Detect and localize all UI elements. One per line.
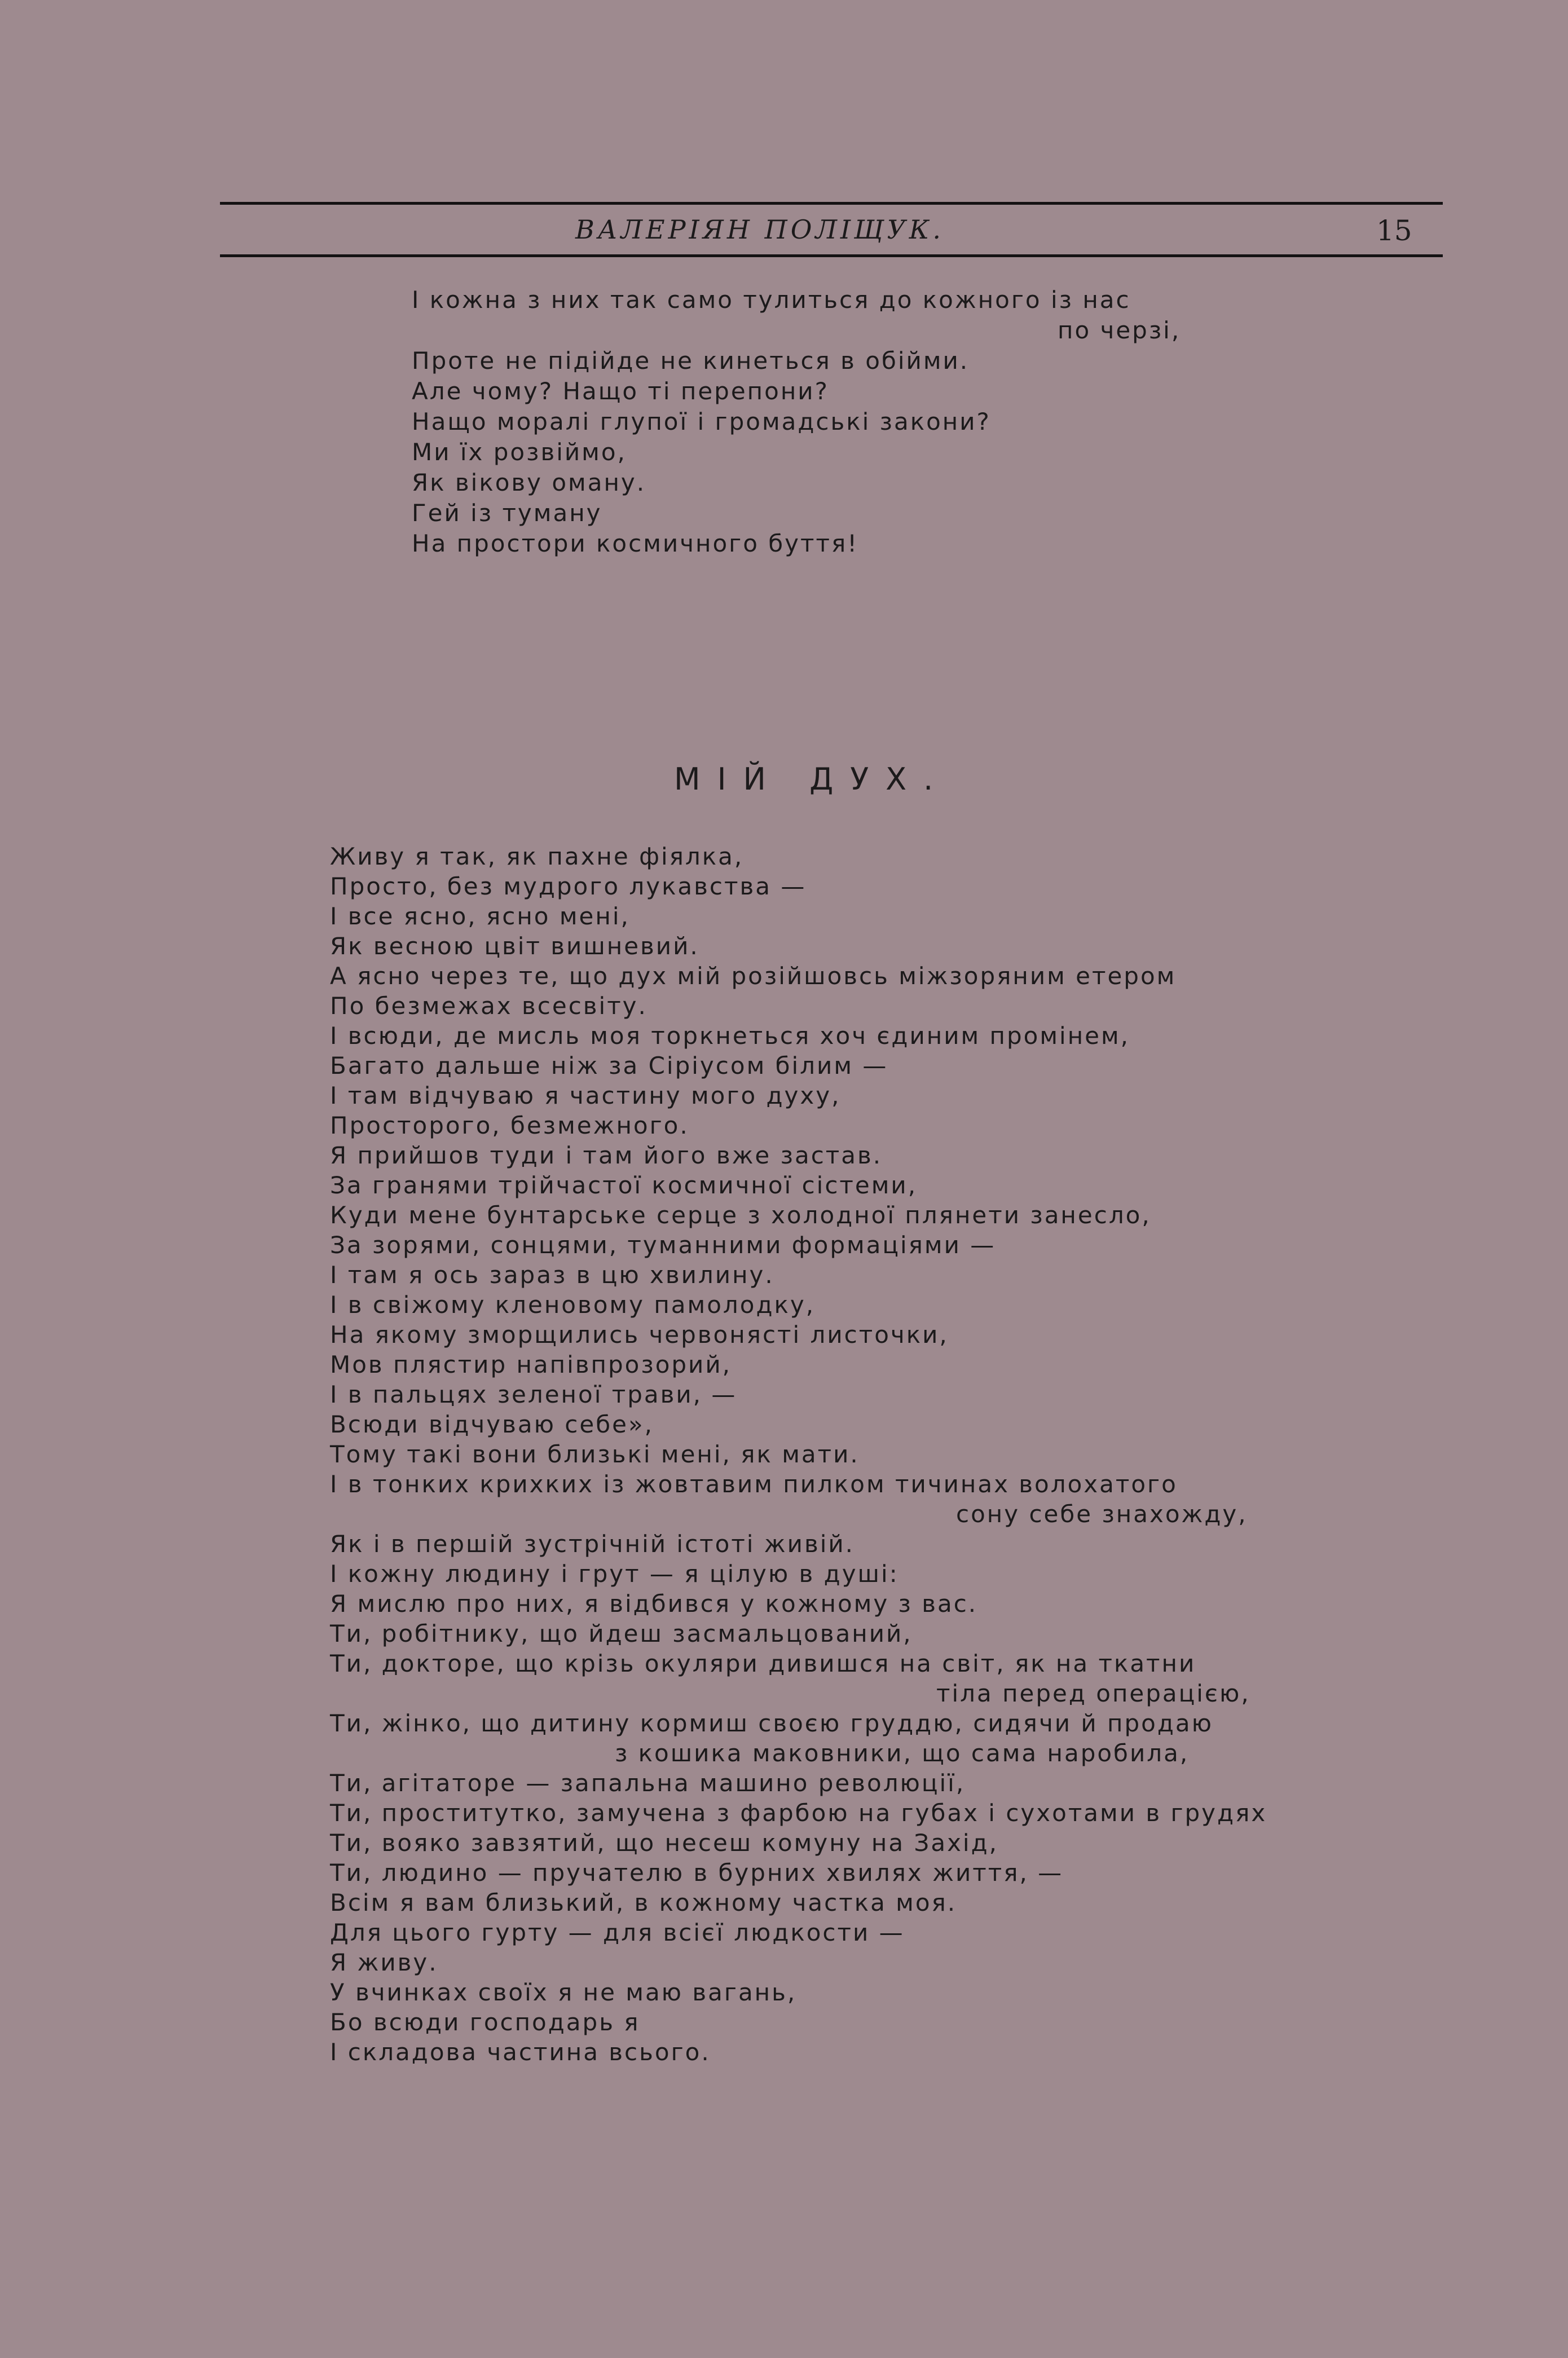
page-number: 15 [1376,214,1412,247]
poem-line: Як вікову оману. [412,469,646,496]
poem-line: Я прийшов туди і там його вже застав. [330,1141,883,1169]
poem-line: І все ясно, ясно мені, [330,902,630,930]
poem-line: Мов плястир напівпрозорий, [330,1351,732,1378]
poem-line: І в пальцях зеленої трави, — [330,1381,737,1408]
poem-line: І там відчуваю я частину мого духу, [330,1082,841,1109]
poem-line: І там я ось зараз в цю хвилину. [330,1261,774,1289]
poem-line: По безмежах всесвіту. [330,992,648,1020]
poem-line: Просто, без мудрого лукавства — [330,872,807,900]
poem-line: І складова частина всього. [330,2038,711,2066]
poem-line: Ти, робітнику, що йдеш засмальцований, [330,1620,913,1647]
poem-line: Просторого, безмежного. [330,1112,689,1139]
poem-line: Ти, вояко завзятий, що несеш комуну на Захід, [330,1829,998,1857]
poem-continuation [412,285,1371,567]
header-rule-bottom [220,254,1443,257]
poem-line: Ти, проститутко, замучена з фарбою на губах і сухотами в грудях [330,1799,1267,1827]
poem-line: За зорями, сонцями, туманними формаціями — [330,1231,996,1259]
poem-line: Я мислю про них, я відбився у кожному з вас. [330,1590,978,1617]
poem-line: Проте не підійде не кинеться в обійми. [412,347,970,374]
poem-line: Гей із туману [412,499,602,527]
poem-line: Бо всюди господарь я [330,2008,640,2036]
poem-line: сону себе знахожду, [956,1500,1248,1528]
poem-line: І кожна з них так само тулиться до кожного із нас [412,286,1131,314]
poem-line: І в свіжому кленовому памолодку, [330,1291,816,1319]
poem-line: Всім я вам близький, в кожному частка моя. [330,1889,957,1916]
poem-line: з кошика маковники, що сама наробила, [615,1739,1190,1767]
poem-line: Багато дальше ніж за Сіріусом білим — [330,1052,888,1079]
poem-line: по черзі, [1058,316,1181,344]
poem-line: Тому такі вони близькі мені, як мати. [330,1440,860,1468]
poem-line: Ти, людино — пручателю в бурних хвилях життя, — [330,1859,1064,1887]
poem-line: Всюди відчуваю себе», [330,1411,654,1438]
poem-line: Живу я так, як пахне фіялка, [330,843,744,870]
poem-line: І всюди, де мисль моя торкнеться хоч єдиним промінем, [330,1022,1130,1050]
poem-line: У вчинках своїх я не маю вагань, [330,1978,797,2006]
poem-line: Ти, агітаторе — запальна машино революції, [330,1769,966,1797]
poem-line: І в тонких крихких із жовтавим пилком тичинах волохатого [330,1470,1178,1498]
poem-line: Нащо моралі глупої і громадські закони? [412,408,991,435]
poem-line: На якому зморщились червонясті листочки, [330,1321,949,1348]
poem-line: Ти, жінко, що дитину кормиш своєю груддю, сидячи й продаю [330,1709,1214,1737]
header-rule-top [220,202,1443,205]
poem-line: За гранями трійчастої космичної сістеми, [330,1171,918,1199]
poem-line: Як і в першій зустрічній істоті живій. [330,1530,855,1558]
poem-line: тіла перед операцією, [936,1680,1250,1707]
poem-line: Куди мене бунтарське серце з холодної плянети занесло, [330,1201,1151,1229]
poem-line: А ясно через те, що дух мій розійшовсь міжзоряним етером [330,962,1177,990]
poem-line: Але чому? Нащо ті перепони? [412,377,829,405]
poem-line: Ти, докторе, що крізь окуляри дивишся на світ, як на ткатни [330,1650,1196,1677]
poem-line: Як весною цвіт вишневий. [330,932,699,960]
poem-line: І кожну людину і грут — я цілую в душі: [330,1560,899,1588]
poem-title: МІЙ ДУХ. [674,761,950,797]
poem-line: На простори космичного буття! [412,530,859,557]
poem-body [330,841,1345,2071]
poem-line: Я живу. [330,1949,438,1976]
poem-line: Для цього гурту — для всієї людкости — [330,1919,905,1946]
poem-line: Ми їх розвіймо, [412,438,627,466]
running-header-author: ВАЛЕРІЯН ПОЛІЩУК. [575,214,944,245]
